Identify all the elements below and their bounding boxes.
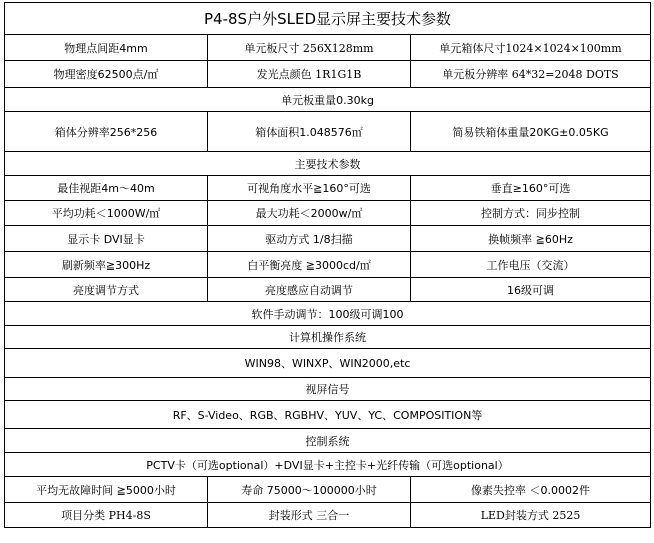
section-heading-video-signal: 视屏信号 bbox=[5, 378, 651, 401]
mtbf-cell: 平均无故障时间 ≧5000小时 bbox=[5, 477, 208, 503]
section-heading-main-params: 主要技术参数 bbox=[5, 152, 651, 176]
video-signal-cell: RF、S-Video、RGB、RGBHV、YUV、YC、COMPOSITION等 bbox=[5, 401, 651, 429]
table-row bbox=[5, 401, 651, 429]
lifetime-cell: 寿命 75000～100000小时 bbox=[208, 477, 411, 503]
drive-mode-cell: 驱动方式 1/8扫描 bbox=[208, 226, 411, 252]
table-row bbox=[5, 302, 651, 326]
table-row bbox=[5, 252, 651, 278]
working-voltage-cell: 工作电压（交流） bbox=[411, 252, 651, 278]
brightness-levels-cell: 16级可调 bbox=[411, 278, 651, 302]
max-power-cell: 最大功耗＜2000w/㎡ bbox=[208, 201, 411, 226]
vertical-angle-cell: 垂直≥160°可选 bbox=[411, 176, 651, 201]
package-form-cell: 封装形式 三合一 bbox=[208, 503, 411, 528]
section-heading-control-system: 控制系统 bbox=[5, 429, 651, 453]
spec-table bbox=[4, 2, 651, 528]
table-row bbox=[5, 278, 651, 302]
table-row bbox=[5, 453, 651, 477]
pixel-failure-rate-cell: 像素失控率 ＜0.0002件 bbox=[411, 477, 651, 503]
brightness-auto-cell: 亮度感应自动调节 bbox=[208, 278, 411, 302]
software-adjust-cell: 软件手动调节：100级可调100 bbox=[5, 302, 651, 326]
table-row bbox=[5, 226, 651, 252]
table-row bbox=[5, 349, 651, 378]
cabinet-size-cell: 单元箱体尺寸1024×1024×100mm bbox=[411, 35, 651, 61]
cabinet-weight-cell: 简易铁箱体重量20KG±0.05KG bbox=[411, 112, 651, 152]
display-card-cell: 显示卡 DVI显卡 bbox=[5, 226, 208, 252]
cabinet-resolution-cell: 箱体分辨率256*256 bbox=[5, 112, 208, 152]
table-row bbox=[5, 112, 651, 152]
avg-power-cell: 平均功耗＜1000W/㎡ bbox=[5, 201, 208, 226]
white-balance-cell: 白平衡亮度 ≧3000cd/㎡ bbox=[208, 252, 411, 278]
control-system-cell: PCTV卡（可选optional）+DVI显卡+主控卡+光纤传输（可选optional） bbox=[5, 453, 651, 477]
table-row bbox=[5, 477, 651, 503]
pixel-pitch-cell: 物理点间距4mm bbox=[5, 35, 208, 61]
table-row bbox=[5, 201, 651, 226]
table-row bbox=[5, 429, 651, 453]
viewing-distance-cell: 最佳视距4m～40m bbox=[5, 176, 208, 201]
project-category-cell: 项目分类 PH4-8S bbox=[5, 503, 208, 528]
cabinet-area-cell: 箱体面积1.048576㎡ bbox=[208, 112, 411, 152]
section-heading-os: 计算机操作系统 bbox=[5, 326, 651, 349]
control-mode-cell: 控制方式：同步控制 bbox=[411, 201, 651, 226]
table-row bbox=[5, 152, 651, 176]
module-size-cell: 单元板尺寸 256X128mm bbox=[208, 35, 411, 61]
pixel-density-cell: 物理密度62500点/㎡ bbox=[5, 61, 208, 88]
os-list-cell: WIN98、WINXP、WIN2000,etc bbox=[5, 349, 651, 378]
table-row bbox=[5, 35, 651, 61]
brightness-adjust-cell: 亮度调节方式 bbox=[5, 278, 208, 302]
refresh-rate-cell: 刷新频率≧300Hz bbox=[5, 252, 208, 278]
table-row bbox=[5, 503, 651, 528]
pixel-color-cell: 发光点颜色 1R1G1B bbox=[208, 61, 411, 88]
table-row bbox=[5, 378, 651, 401]
table-row bbox=[5, 3, 651, 35]
table-row bbox=[5, 326, 651, 349]
horizontal-angle-cell: 可视角度水平≧160°可选 bbox=[208, 176, 411, 201]
table-row bbox=[5, 88, 651, 112]
table-title: P4-8S户外SLED显示屏主要技术参数 bbox=[5, 3, 651, 35]
frame-rate-cell: 换帧频率 ≧60Hz bbox=[411, 226, 651, 252]
table-row bbox=[5, 176, 651, 201]
led-package-cell: LED封装方式 2525 bbox=[411, 503, 651, 528]
module-weight-cell: 单元板重量0.30kg bbox=[5, 88, 651, 112]
module-resolution-cell: 单元板分辨率 64*32=2048 DOTS bbox=[411, 61, 651, 88]
table-row bbox=[5, 61, 651, 88]
